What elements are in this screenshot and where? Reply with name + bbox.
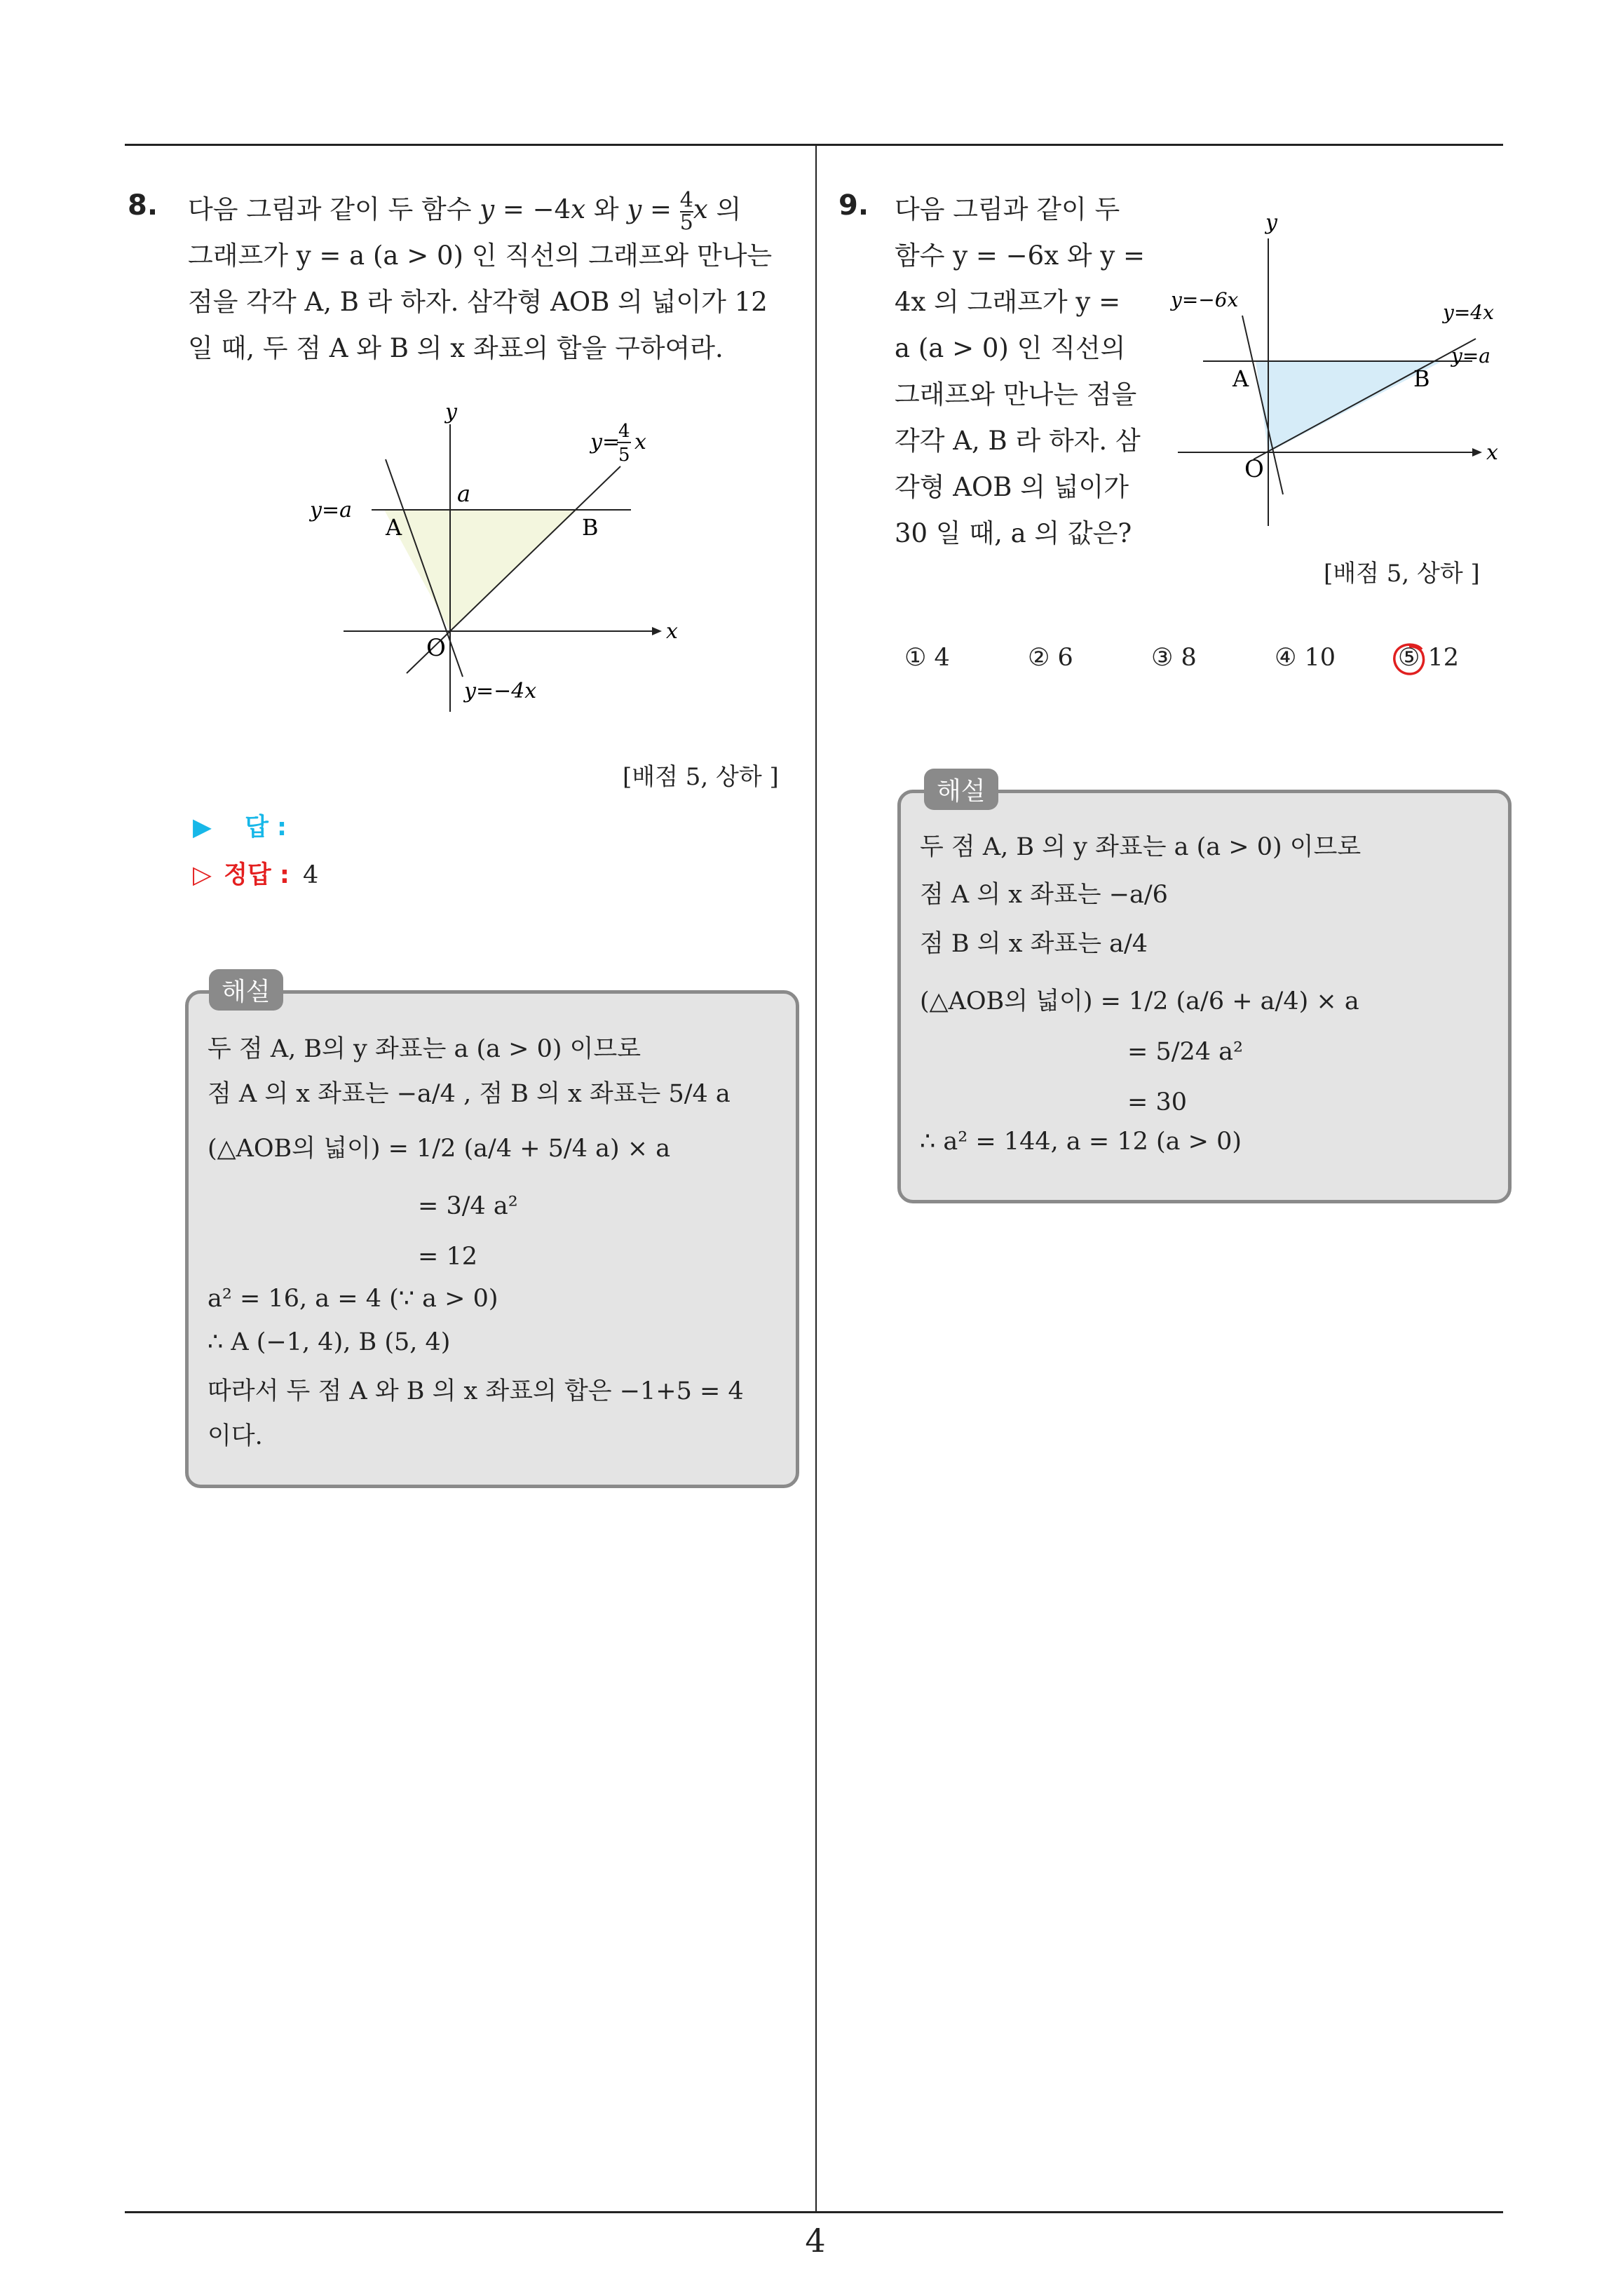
point-a-label: A <box>386 514 402 541</box>
question-text-line: 다음 그림과 같이 두 함수 y = −4x 와 y = 4 5 x 의 <box>188 187 742 235</box>
page-number: 4 <box>805 2222 826 2260</box>
solution-line: 두 점 A, B 의 y 좌표는 a (a > 0) 이므로 <box>920 833 1361 861</box>
q9-graph <box>1164 200 1514 536</box>
choice-5[interactable]: ⑤ 12 <box>1398 644 1460 672</box>
solution-line: (△AOB의 넓이) = 1/2 (a/4 + 5/4 a) × a <box>208 1135 671 1163</box>
solution-line: ∴ A (−1, 4), B (5, 4) <box>208 1328 451 1356</box>
question-text-line: 함수 y = −6x 와 y = <box>895 241 1146 271</box>
question-text-line: 그래프와 만나는 점을 <box>895 379 1137 410</box>
choice-4[interactable]: ④ 10 <box>1275 644 1336 672</box>
question-text-line: 다음 그림과 같이 두 <box>895 194 1120 224</box>
choice-3[interactable]: ③ 8 <box>1151 644 1197 672</box>
label-y-minus6x: y=−6x <box>1171 288 1239 311</box>
label-y-4-5x-den: 5 <box>618 445 630 466</box>
question-text-line: 그래프가 y = a (a > 0) 인 직선의 그래프와 만나는 <box>188 241 773 271</box>
label-y-4x: y=4x <box>1443 301 1494 324</box>
label-y-4-5x-suffix: x <box>634 430 646 454</box>
solution-box <box>185 990 799 1488</box>
correct-label: 정답 : <box>224 861 290 889</box>
solution-line: (△AOB의 넓이) = 1/2 (a/6 + a/4) × a <box>920 987 1359 1015</box>
point-b-label: B <box>582 514 599 541</box>
score-tag: [배점 5, 상하 ] <box>1324 560 1480 588</box>
solution-title: 해설 <box>209 969 283 1011</box>
solution-line: ∴ a² = 144, a = 12 (a > 0) <box>920 1128 1242 1156</box>
x-axis-arrow <box>652 627 662 635</box>
solution-line: a² = 16, a = 4 (∵ a > 0) <box>208 1285 498 1313</box>
origin-label: O <box>426 634 446 662</box>
top-rule <box>125 144 1503 146</box>
answer-line <box>193 808 287 843</box>
solution-line: = 12 <box>418 1243 477 1271</box>
label-y-minus4x: y=−4x <box>464 679 537 703</box>
question-text-line: 각각 A, B 라 하자. 삼 <box>895 426 1141 456</box>
bottom-rule <box>125 2211 1503 2213</box>
label-y-a: y=a <box>310 498 352 522</box>
question-text-line: 4x 의 그래프가 y = <box>895 287 1121 317</box>
selected-mark-icon <box>1390 640 1429 679</box>
correct-value: 4 <box>303 861 319 889</box>
column-divider <box>815 144 817 2213</box>
question-text-line: a (a > 0) 인 직선의 <box>895 333 1126 363</box>
point-a-label: A <box>1232 365 1249 392</box>
solution-line: 점 A 의 x 좌표는 −a/4 , 점 B 의 x 좌표는 5/4 a <box>208 1080 731 1108</box>
score-tag: [배점 5, 상하 ] <box>623 763 779 791</box>
x-axis-label: x <box>1486 440 1498 465</box>
solution-line: = 5/24 a² <box>1127 1038 1244 1066</box>
correct-answer-line <box>193 856 318 891</box>
origin-label: O <box>1244 455 1264 483</box>
question-number: 9. <box>838 189 869 222</box>
label-y-a: y=a <box>1451 344 1490 367</box>
x-axis-arrow <box>1472 448 1482 457</box>
x-axis-label: x <box>666 619 678 644</box>
q8-graph <box>301 389 722 726</box>
y-axis-label: y <box>445 400 457 424</box>
question-number: 8. <box>128 189 158 222</box>
question-text-line: 일 때, 두 점 A 와 B 의 x 좌표의 합을 구하여라. <box>188 333 724 363</box>
question-text-line: 각형 AOB 의 넓이가 <box>895 472 1129 502</box>
question-text-line: 30 일 때, a 의 값은? <box>895 518 1132 548</box>
label-y-4-5x-prefix: y= <box>590 430 620 454</box>
y-axis-label: y <box>1265 210 1277 235</box>
solution-line: = 3/4 a² <box>418 1192 518 1220</box>
solution-line: 점 B 의 x 좌표는 a/4 <box>920 930 1148 958</box>
correct-arrow-icon: ▷ <box>193 861 212 889</box>
answer-label: 답 : <box>245 813 287 842</box>
question-text-line: 점을 각각 A, B 라 하자. 삼각형 AOB 의 넓이가 12 <box>188 287 768 317</box>
solution-line: 두 점 A, B의 y 좌표는 a (a > 0) 이므로 <box>208 1035 641 1063</box>
choice-1[interactable]: ① 4 <box>904 644 950 672</box>
solution-line: 이다. <box>208 1422 263 1450</box>
choice-2[interactable]: ② 6 <box>1028 644 1073 672</box>
label-a: a <box>457 480 471 507</box>
label-y-4-5x-num: 4 <box>618 421 630 442</box>
solution-title: 해설 <box>924 769 998 810</box>
solution-line: 점 A 의 x 좌표는 −a/6 <box>920 881 1168 909</box>
answer-arrow-icon: ▶ <box>193 813 212 842</box>
solution-line: 따라서 두 점 A 와 B 의 x 좌표의 합은 −1+5 = 4 <box>208 1377 744 1405</box>
point-b-label: B <box>1413 365 1430 392</box>
triangle-aob <box>384 510 577 631</box>
solution-line: = 30 <box>1127 1088 1187 1116</box>
